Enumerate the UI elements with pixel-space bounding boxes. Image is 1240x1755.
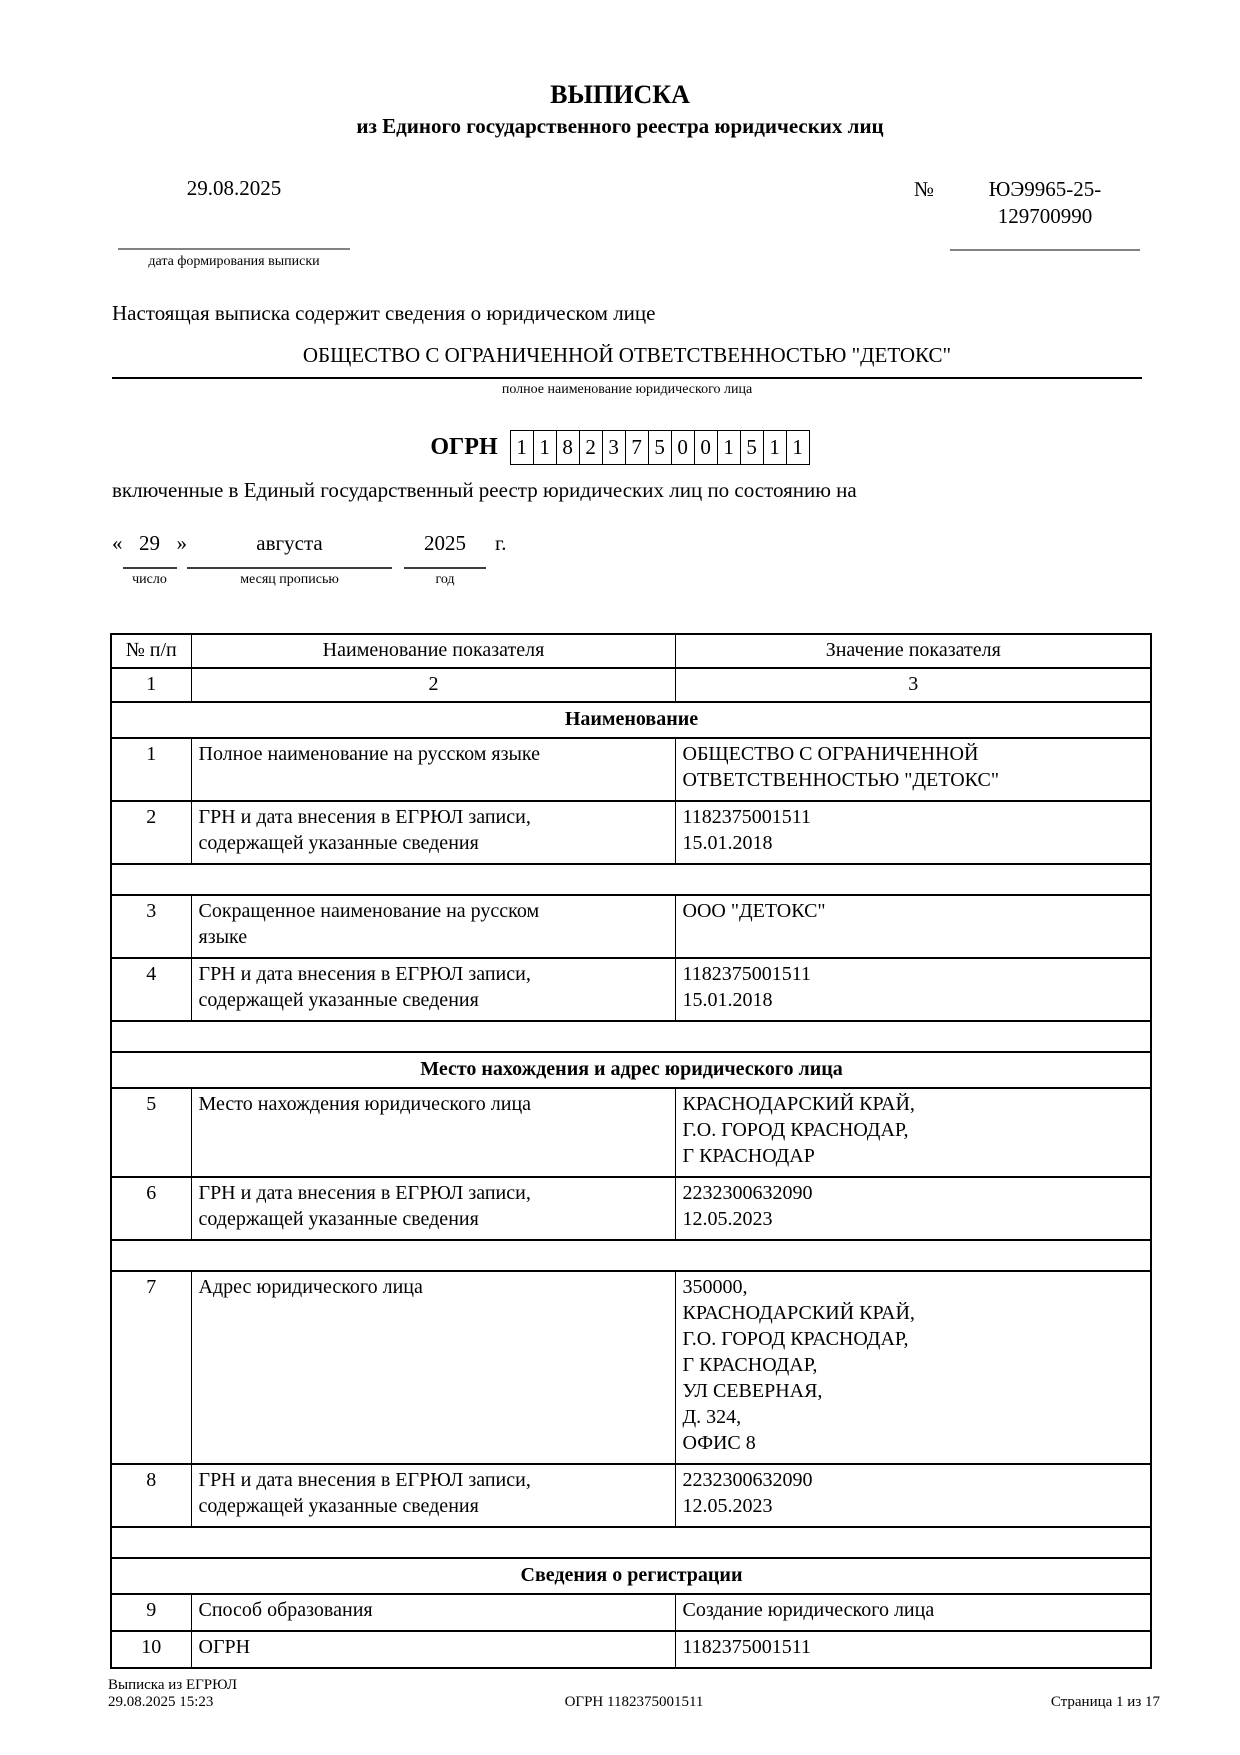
table-row: [111, 1594, 1151, 1631]
document-subtitle: из Единого государственного реестра юридических лиц: [356, 114, 884, 138]
section-title: Сведения о регистрации: [111, 1558, 1151, 1594]
row-indicator-value-line: УЛ СЕВЕРНАЯ,: [682, 1380, 823, 1402]
row-number: 8: [111, 1464, 191, 1527]
row-indicator-value-line: ООО "ДЕТОКС": [682, 900, 826, 922]
year-suffix: г.: [495, 531, 507, 555]
document-number-block: [914, 176, 1140, 251]
page-footer: [108, 1677, 1160, 1711]
row-number: 5: [111, 1088, 191, 1177]
row-indicator-name: [191, 1594, 675, 1631]
ogrn-digit-cell: 5: [648, 430, 672, 465]
row-indicator-value: [675, 738, 1151, 801]
row-indicator-value-line: 350000,: [682, 1276, 748, 1298]
month-value: августа: [187, 530, 392, 569]
row-indicator-value: [675, 1594, 1151, 1631]
row-indicator-value: [675, 895, 1151, 958]
row-indicator-value-line: Д. 324,: [682, 1406, 742, 1428]
row-indicator-name-line: языке: [198, 926, 248, 948]
row-indicator-name-line: ГРН и дата внесения в ЕГРЮЛ записи,: [198, 1182, 531, 1204]
meta-row: [108, 176, 1140, 270]
table-body: [111, 634, 1151, 1668]
row-indicator-value-line: Г.О. ГОРОД КРАСНОДАР,: [682, 1119, 909, 1141]
table-spacer-row: [111, 1021, 1151, 1052]
row-indicator-name-line: ГРН и дата внесения в ЕГРЮЛ записи,: [198, 1469, 531, 1491]
ogrn-label: ОГРН: [430, 434, 498, 460]
table-column-number-row: [111, 668, 1151, 702]
row-indicator-name-line: Сокращенное наименование на русском: [198, 900, 540, 922]
row-indicator-value-line: ОТВЕТСТВЕННОСТЬЮ "ДЕТОКС": [682, 769, 999, 791]
formation-date: 29.08.2025: [186, 176, 282, 200]
as-of-date-row: [112, 530, 507, 588]
table-spacer-row: [111, 1240, 1151, 1271]
row-indicator-name-line: содержащей указанные сведения: [198, 1495, 479, 1517]
table-row: [111, 895, 1151, 958]
ogrn-row: [0, 430, 1240, 465]
row-indicator-name-line: Место нахождения юридического лица: [198, 1093, 532, 1115]
row-indicator-name: [191, 1088, 675, 1177]
row-indicator-value-line: Создание юридического лица: [682, 1599, 935, 1621]
row-indicator-value-line: КРАСНОДАРСКИЙ КРАЙ,: [682, 1302, 915, 1324]
row-number: 6: [111, 1177, 191, 1240]
row-indicator-value: [675, 1631, 1151, 1668]
row-indicator-value-line: КРАСНОДАРСКИЙ КРАЙ,: [682, 1093, 915, 1115]
table-row: [111, 1177, 1151, 1240]
footer-page-info: Страница 1 из 17: [1050, 1694, 1160, 1710]
company-name: ОБЩЕСТВО С ОГРАНИЧЕННОЙ ОТВЕТСТВЕННОСТЬЮ "ДЕТОКС": [112, 342, 1142, 379]
row-indicator-name-line: Способ образования: [198, 1599, 373, 1621]
year-label: год: [435, 572, 455, 587]
ogrn-digit-cell: 1: [533, 430, 557, 465]
column-number-3: 3: [675, 668, 1151, 702]
section-title: Наименование: [111, 702, 1151, 738]
footer-ogrn: ОГРН 1182375001511: [564, 1694, 704, 1710]
table-section-row: [111, 1558, 1151, 1594]
row-indicator-name: [191, 895, 675, 958]
table-spacer-row: [111, 1527, 1151, 1558]
table-row: [111, 801, 1151, 864]
document-number-line1: ЮЭ9965-25-: [988, 177, 1102, 201]
row-indicator-name: [191, 958, 675, 1021]
row-indicator-value-line: 12.05.2023: [682, 1208, 773, 1230]
row-number: 3: [111, 895, 191, 958]
row-indicator-value: [675, 958, 1151, 1021]
ogrn-digit-cell: 1: [717, 430, 741, 465]
row-indicator-name: [191, 1631, 675, 1668]
row-number: 4: [111, 958, 191, 1021]
column-header-npp: № п/п: [111, 634, 191, 668]
row-indicator-name-line: ГРН и дата внесения в ЕГРЮЛ записи,: [198, 963, 531, 985]
row-indicator-name: [191, 1464, 675, 1527]
ogrn-digit-cell: 5: [740, 430, 764, 465]
row-number: 1: [111, 738, 191, 801]
document-title: ВЫПИСКА: [550, 80, 690, 109]
section-title: Место нахождения и адрес юридического лица: [111, 1052, 1151, 1088]
ogrn-digit-cell: 0: [694, 430, 718, 465]
row-indicator-name-line: содержащей указанные сведения: [198, 832, 479, 854]
row-indicator-name-line: Полное наименование на русском языке: [198, 743, 541, 765]
included-statement: включенные в Единый государственный реестр юридических лиц по состоянию на: [112, 478, 857, 502]
ogrn-digit-cell: 7: [625, 430, 649, 465]
table-section-row: [111, 1052, 1151, 1088]
row-indicator-value: [675, 1088, 1151, 1177]
row-indicator-value-line: 1182375001511: [682, 963, 812, 985]
day-label: число: [132, 572, 167, 587]
table-row: [111, 1088, 1151, 1177]
row-indicator-value: [675, 1464, 1151, 1527]
row-indicator-name-line: содержащей указанные сведения: [198, 989, 479, 1011]
year-value: 2025: [404, 530, 486, 569]
row-indicator-name-line: ОГРН: [198, 1636, 251, 1658]
row-indicator-value-line: Г КРАСНОДАР: [682, 1145, 815, 1167]
column-number-1: 1: [111, 668, 191, 702]
intro-statement: Настоящая выписка содержит сведения о юридическом лице: [112, 301, 656, 325]
year-group: [404, 530, 486, 588]
row-indicator-value: [675, 1271, 1151, 1464]
document-number: [950, 176, 1140, 251]
month-label: месяц прописью: [240, 572, 339, 587]
day-value: 29: [123, 530, 177, 569]
table-header-row: [111, 634, 1151, 668]
column-number-2: 2: [191, 668, 675, 702]
number-sign: №: [913, 177, 934, 201]
ogrn-digit-cell: 1: [510, 430, 534, 465]
ogrn-digit-cell: 2: [579, 430, 603, 465]
row-number: 2: [111, 801, 191, 864]
row-indicator-name-line: ГРН и дата внесения в ЕГРЮЛ записи,: [198, 806, 531, 828]
row-indicator-name: [191, 801, 675, 864]
row-indicator-value: [675, 801, 1151, 864]
month-group: [187, 530, 392, 588]
document-number-line2: 129700990: [997, 204, 1093, 228]
row-indicator-name: [191, 1177, 675, 1240]
ogrn-digit-cell: 8: [556, 430, 580, 465]
table-row: [111, 1631, 1151, 1668]
table-section-row: [111, 702, 1151, 738]
table-row: [111, 1271, 1151, 1464]
ogrn-digit-cell: 1: [786, 430, 810, 465]
row-indicator-name: [191, 738, 675, 801]
row-number: 10: [111, 1631, 191, 1668]
row-indicator-value-line: 1182375001511: [682, 806, 812, 828]
company-name-label: полное наименование юридического лица: [501, 382, 753, 397]
row-indicator-value-line: Г КРАСНОДАР,: [682, 1354, 818, 1376]
row-indicator-value-line: 15.01.2018: [682, 989, 773, 1011]
details-table: [110, 633, 1152, 1669]
row-indicator-name: [191, 1271, 675, 1464]
ogrn-digit-cell: 0: [671, 430, 695, 465]
ogrn-digit-cell: 3: [602, 430, 626, 465]
table-row: [111, 1464, 1151, 1527]
ogrn-digit-cell: 1: [763, 430, 787, 465]
row-indicator-value-line: 1182375001511: [682, 1636, 812, 1658]
formation-date-label: дата формирования выписки: [148, 254, 320, 269]
ogrn-digit-boxes: [510, 430, 810, 465]
column-header-indicator-name: Наименование показателя: [191, 634, 675, 668]
table-row: [111, 958, 1151, 1021]
row-indicator-value: [675, 1177, 1151, 1240]
row-indicator-value-line: ОФИС 8: [682, 1432, 756, 1454]
row-number: 7: [111, 1271, 191, 1464]
row-number: 9: [111, 1594, 191, 1631]
day-group: [123, 530, 177, 588]
open-quote: «: [112, 531, 123, 555]
row-indicator-value-line: 2232300632090: [682, 1182, 813, 1204]
row-indicator-value-line: ОБЩЕСТВО С ОГРАНИЧЕННОЙ: [682, 743, 979, 765]
company-block: [112, 342, 1142, 398]
row-indicator-value-line: 2232300632090: [682, 1469, 813, 1491]
table-row: [111, 738, 1151, 801]
table-spacer-row: [111, 864, 1151, 895]
formation-date-block: [118, 176, 350, 270]
row-indicator-value-line: 12.05.2023: [682, 1495, 773, 1517]
close-quote: »: [176, 531, 187, 555]
footer-generated-at: 29.08.2025 15:23: [108, 1694, 214, 1710]
row-indicator-name-line: содержащей указанные сведения: [198, 1208, 479, 1230]
footer-doc-type: Выписка из ЕГРЮЛ: [108, 1677, 237, 1693]
column-header-indicator-value: Значение показателя: [675, 634, 1151, 668]
row-indicator-value-line: Г.О. ГОРОД КРАСНОДАР,: [682, 1328, 909, 1350]
row-indicator-name-line: Адрес юридического лица: [198, 1276, 423, 1298]
row-indicator-value-line: 15.01.2018: [682, 832, 773, 854]
formation-date-underline: [118, 248, 350, 250]
